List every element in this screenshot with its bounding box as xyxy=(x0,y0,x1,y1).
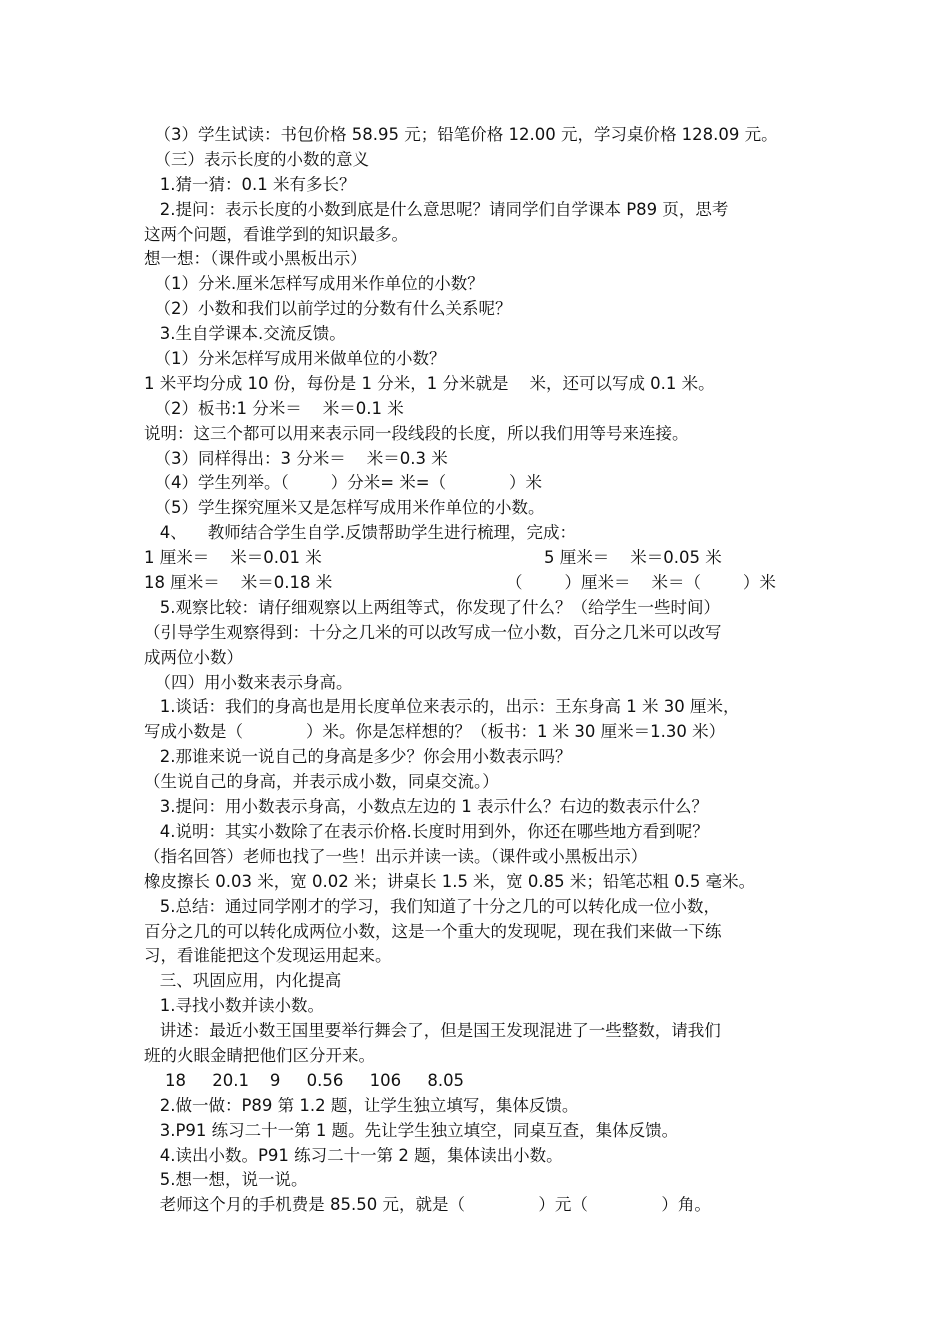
document-body xyxy=(144,123,814,1218)
equation-left: 1 厘米＝ 米＝0.01 米 xyxy=(144,548,322,568)
text-line: （3）学生试读：书包价格 58.95 元；铅笔价格 12.00 元，学习桌价格 128.09 元。 xyxy=(144,125,778,144)
text-line: （2）小数和我们以前学过的分数有什么关系呢？ xyxy=(144,299,512,319)
text-line: 3.P91 练习二十一第 1 题。先让学生独立填空，同桌互查，集体反馈。 xyxy=(144,1120,679,1140)
text-line: （四）用小数来表示身高。 xyxy=(144,672,353,692)
text-line: 老师这个月的手机费是 85.50 元，就是（ ）元（ ）角。 xyxy=(144,1195,711,1215)
equation-row xyxy=(144,546,814,571)
text-line: 4.读出小数。P91 练习二十一第 2 题，集体读出小数。 xyxy=(144,1145,563,1165)
equation-row xyxy=(144,571,814,596)
text-line: 2.那谁来说一说自己的身高是多少？你会用小数表示吗？ xyxy=(144,747,572,767)
text-line: 1.寻找小数并读小数。 xyxy=(144,996,324,1016)
text-line: 班的火眼金睛把他们区分开来。 xyxy=(144,1045,375,1065)
text-line: 5.想一想，说一说。 xyxy=(144,1170,308,1190)
text-line: （指名回答）老师也找了一些！出示并读一读。（课件或小黑板出示） xyxy=(144,846,648,866)
text-line: （三）表示长度的小数的意义 xyxy=(144,149,369,169)
text-line: 1.谈话：我们的身高也是用长度单位来表示的，出示：王东身高 1 米 30 厘米， xyxy=(144,697,740,717)
text-line: 习，看谁能把这个发现运用起来。 xyxy=(144,946,392,966)
text-line: （引导学生观察得到：十分之几米的可以改写成一位小数，百分之几米可以改写 xyxy=(144,622,722,642)
text-line: （4）学生列举。（ ）分米= 米=（ ）米 xyxy=(144,473,543,493)
text-line: 说明：这三个都可以用来表示同一段线段的长度，所以我们用等号来连接。 xyxy=(144,423,689,443)
text-line: 1 米平均分成 10 份，每份是 1 分米，1 分米就是 米，还可以写成 0.1 米。 xyxy=(144,373,715,393)
text-line: 3.生自学课本.交流反馈。 xyxy=(144,324,346,344)
text-line: 三、巩固应用，内化提高 xyxy=(144,971,342,991)
text-line: 5.总结：通过同学刚才的学习，我们知道了十分之几的可以转化成一位小数， xyxy=(144,896,720,916)
text-line: （2）板书:1 分米＝ 米＝0.1 米 xyxy=(144,398,404,418)
text-line: 百分之几的可以转化成两位小数，这是一个重大的发现呢，现在我们来做一下练 xyxy=(144,921,722,941)
text-line: 4.说明：其实小数除了在表示价格.长度时用到外，你还在哪些地方看到呢？ xyxy=(144,821,709,841)
text-line: 18 20.1 9 0.56 106 8.05 xyxy=(144,1070,465,1090)
equation-right: （ ）厘米＝ 米＝（ ）米 xyxy=(506,573,776,593)
equation-right: 5 厘米＝ 米＝0.05 米 xyxy=(544,548,722,568)
equation-left: 18 厘米＝ 米＝0.18 米 xyxy=(144,573,333,593)
text-line: （5）学生探究厘米又是怎样写成用米作单位的小数。 xyxy=(144,498,545,518)
text-line: 5.观察比较：请仔细观察以上两组等式，你发现了什么？（给学生一些时间） xyxy=(144,597,720,617)
text-line: （1）分米.厘米怎样写成用米作单位的小数？ xyxy=(144,274,484,294)
text-line: 讲述：最近小数王国里要举行舞会了，但是国王发现混进了一些整数，请我们 xyxy=(144,1021,721,1041)
text-line: （生说自己的身高，并表示成小数，同桌交流。） xyxy=(144,772,499,792)
text-line: 成两位小数） xyxy=(144,647,243,667)
text-line: 写成小数是（ ）米。你是怎样想的？（板书：1 米 30 厘米＝1.30 米） xyxy=(144,722,726,742)
text-line: 4、 教师结合学生自学.反馈帮助学生进行梳理，完成： xyxy=(144,523,576,543)
text-line: 1.猜一猜：0.1 米有多长？ xyxy=(144,174,356,194)
text-line: 3.提问：用小数表示身高，小数点左边的 1 表示什么？右边的数表示什么？ xyxy=(144,797,708,817)
text-line: 2.做一做：P89 第 1.2 题，让学生独立填写，集体反馈。 xyxy=(144,1095,579,1115)
text-line: （3）同样得出：3 分米＝ 米＝0.3 米 xyxy=(144,448,448,468)
text-line: 2.提问：表示长度的小数到底是什么意思呢？请同学们自学课本 P89 页，思考 xyxy=(144,199,729,219)
text-line: （1）分米怎样写成用米做单位的小数？ xyxy=(144,349,446,369)
text-line: 橡皮擦长 0.03 米，宽 0.02 米；讲桌长 1.5 米，宽 0.85 米；铅笔芯粗 0.5 毫米。 xyxy=(144,871,756,891)
text-line: 这两个问题，看谁学到的知识最多。 xyxy=(144,224,408,244)
text-line: 想一想：（课件或小黑板出示） xyxy=(144,249,367,269)
